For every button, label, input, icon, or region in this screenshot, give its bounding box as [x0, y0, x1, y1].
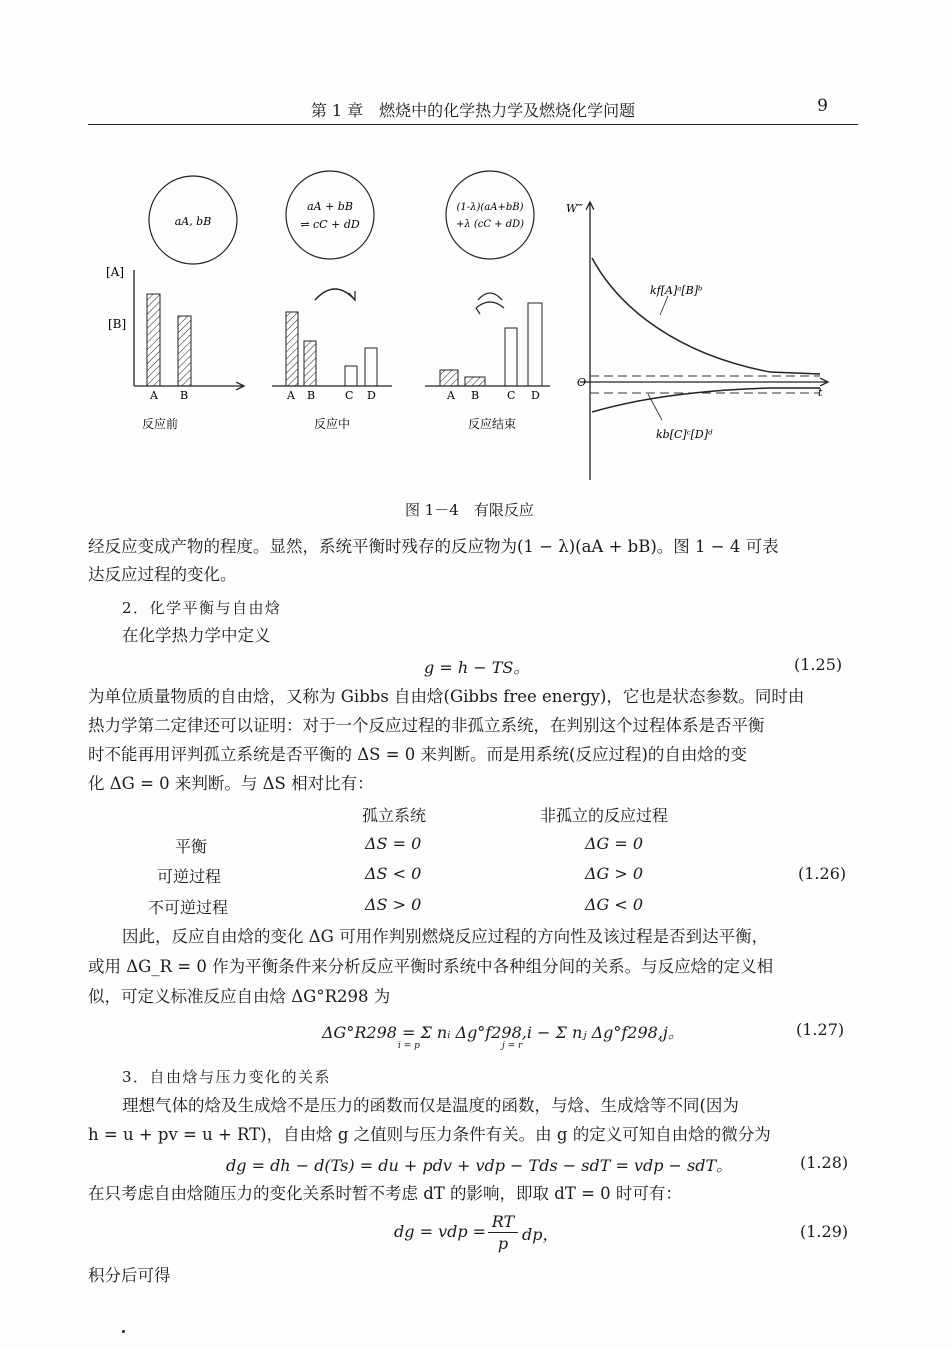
- panel2-label: 反应中: [313, 417, 351, 431]
- figure-finite-reaction: [0, 150, 952, 490]
- paragraph-1-line-2: 达反应过程的变化。: [88, 565, 237, 584]
- tick-end-d: D: [531, 389, 540, 402]
- equation-1-29-right: dp，: [522, 1225, 559, 1244]
- ylabel-a: [A]: [106, 265, 125, 279]
- equation-1-29-left: dg = vdp =: [394, 1222, 487, 1241]
- paragraph-3-line-2: 热力学第二定律还可以证明：对于一个反应过程的非孤立系统，在判别这个过程体系是否平衡: [88, 716, 765, 735]
- table-row-reversible-label: 可逆过程: [157, 867, 222, 886]
- rate-ylabel: W‴: [566, 202, 584, 215]
- table-row-reversible-reaction: ΔG > 0: [585, 864, 644, 883]
- table-row-equilibrium-label: 平衡: [175, 837, 208, 856]
- paragraph-4-line-3: 似，可定义标准反应自由焓 ΔG°R298 为: [88, 987, 391, 1006]
- table-row-irreversible-reaction: ΔG < 0: [585, 895, 644, 914]
- running-header: [88, 96, 858, 125]
- equation-number-1-25: (1.25): [794, 655, 843, 674]
- forward-rate-label: kf[A]ᵃ[B]ᵇ: [650, 284, 703, 297]
- equation-1-29-numerator: RT: [488, 1212, 518, 1233]
- circle-end-text-2: +λ (cC + dD): [455, 219, 525, 230]
- tick-before-a: A: [150, 389, 158, 402]
- paragraph-4-line-1: 因此，反应自由焓的变化 ΔG 可用作判别燃烧反应过程的方向性及该过程是否到达平衡，: [122, 927, 769, 946]
- ylabel-b: [B]: [108, 317, 127, 331]
- equation-number-1-27: (1.27): [796, 1020, 845, 1039]
- paragraph-6: 在只考虑自由焓随压力的变化关系时暂不考虑 dT 的影响，即取 dT = 0 时可有：: [88, 1184, 682, 1203]
- bar-during-d: [365, 348, 377, 386]
- paragraph-4-line-2: 或用 ΔG_R = 0 作为平衡条件来分析反应平衡时系统中各种组分间的关系。与反应焓的定义相: [88, 957, 774, 976]
- table-row-equilibrium-reaction: ΔG = 0: [585, 834, 644, 853]
- paragraph-2: 在化学热力学中定义: [122, 626, 271, 645]
- print-speck: [122, 1330, 125, 1333]
- tick-during-c: C: [345, 389, 354, 402]
- panel3-label: 反应结束: [467, 417, 517, 431]
- forward-arrow: [315, 289, 355, 300]
- backward-rate-label: kb[C]ᶜ[D]ᵈ: [656, 428, 713, 441]
- paragraph-7: 积分后可得: [88, 1266, 171, 1285]
- tick-during-d: D: [367, 389, 376, 402]
- table-col-nonisolated: 非孤立的反应过程: [540, 806, 669, 825]
- table-row-irreversible-isolated: ΔS > 0: [365, 895, 422, 914]
- bar-end-a: [440, 370, 458, 386]
- backward-rate-curve: [592, 388, 820, 412]
- chapter-title: 第 1 章 燃烧中的化学热力学及燃烧化学问题: [310, 101, 636, 120]
- paragraph-5-line-2: h = u + pv = u + RT)，自由焓 g 之值则与压力条件有关。由 g 的定义可知自由焓的微分为: [88, 1125, 771, 1144]
- equilibrium-arrow-top: [478, 293, 502, 300]
- paragraph-1-line-1: 经反应变成产物的程度。显然，系统平衡时残存的反应物为(1 − λ)(aA + bB)。图 1 − 4 可表: [88, 537, 779, 556]
- paragraph-3-line-4: 化 ΔG = 0 来判断。与 ΔS 相对比有：: [88, 774, 374, 793]
- table-row-reversible-isolated: ΔS < 0: [365, 864, 422, 883]
- equation-1-27-sum-index-2: j = r: [502, 1041, 523, 1051]
- state-circle-end: [446, 171, 534, 259]
- equation-1-27-sum-index-1: i = p: [398, 1041, 420, 1051]
- equation-number-1-29: (1.29): [800, 1222, 849, 1241]
- bar-before-b: [178, 316, 191, 386]
- bar-during-b: [304, 341, 316, 386]
- tick-during-b: B: [307, 389, 316, 402]
- paragraph-3-line-1: 为单位质量物质的自由焓，又称为 Gibbs 自由焓(Gibbs free energy)，它也是状态参数。同时由: [88, 687, 805, 706]
- bar-end-c: [505, 328, 517, 386]
- panel1-label: 反应前: [141, 417, 179, 431]
- table-row-equilibrium-isolated: ΔS = 0: [365, 834, 422, 853]
- circle-end-text-1: (1-λ)(aA+bB): [456, 202, 524, 213]
- equation-1-27: ΔG°R298 = Σ nᵢ Δg°f298,i − Σ nⱼ Δg°f298,j。: [322, 1023, 684, 1042]
- forward-rate-curve: [592, 258, 820, 374]
- table-row-irreversible-label: 不可逆过程: [148, 898, 229, 917]
- tick-end-b: B: [471, 389, 480, 402]
- equation-number-1-26: (1.26): [798, 864, 847, 883]
- rate-xlabel: t: [818, 386, 823, 399]
- tick-during-a: A: [287, 389, 295, 402]
- equation-1-25: g = h − TS。: [424, 658, 530, 677]
- equilibrium-arrow-bottom: [476, 302, 504, 308]
- tick-end-c: C: [507, 389, 516, 402]
- page-number: 9: [817, 96, 828, 116]
- tick-end-a: A: [447, 389, 455, 402]
- bar-during-a: [286, 312, 298, 386]
- equation-number-1-28: (1.28): [800, 1153, 849, 1172]
- circle-during-text-1: aA + bB: [307, 200, 353, 213]
- bar-end-b: [465, 377, 485, 386]
- tick-before-b: B: [180, 389, 189, 402]
- figure-caption: 图 1－4 有限反应: [405, 501, 534, 519]
- circle-during-text-2: ⇌ cC + dD: [300, 218, 360, 231]
- bar-before-a: [147, 294, 160, 386]
- table-col-isolated: 孤立系统: [362, 806, 427, 825]
- paragraph-5-line-1: 理想气体的焓及生成焓不是压力的函数而仅是温度的函数，与焓、生成焓等不同(因为: [122, 1096, 739, 1115]
- equation-1-29-denominator: p: [497, 1234, 509, 1253]
- section-2-heading: 2．化学平衡与自由焓: [122, 599, 282, 617]
- bar-during-c: [345, 366, 357, 386]
- rate-origin: O: [577, 376, 587, 389]
- equation-1-28: dg = dh − d(Ts) = du + pdv + vdp − Tds − sdT = vdp − sdT。: [226, 1156, 733, 1175]
- bar-end-d: [528, 303, 542, 386]
- state-circle-during: [286, 171, 374, 259]
- paragraph-3-line-3: 时不能再用评判孤立系统是否平衡的 ΔS = 0 来判断。而是用系统(反应过程)的自由焓的变: [88, 745, 747, 764]
- circle-before-text: aA, bB: [174, 215, 212, 228]
- section-3-heading: 3．自由焓与压力变化的关系: [122, 1068, 332, 1086]
